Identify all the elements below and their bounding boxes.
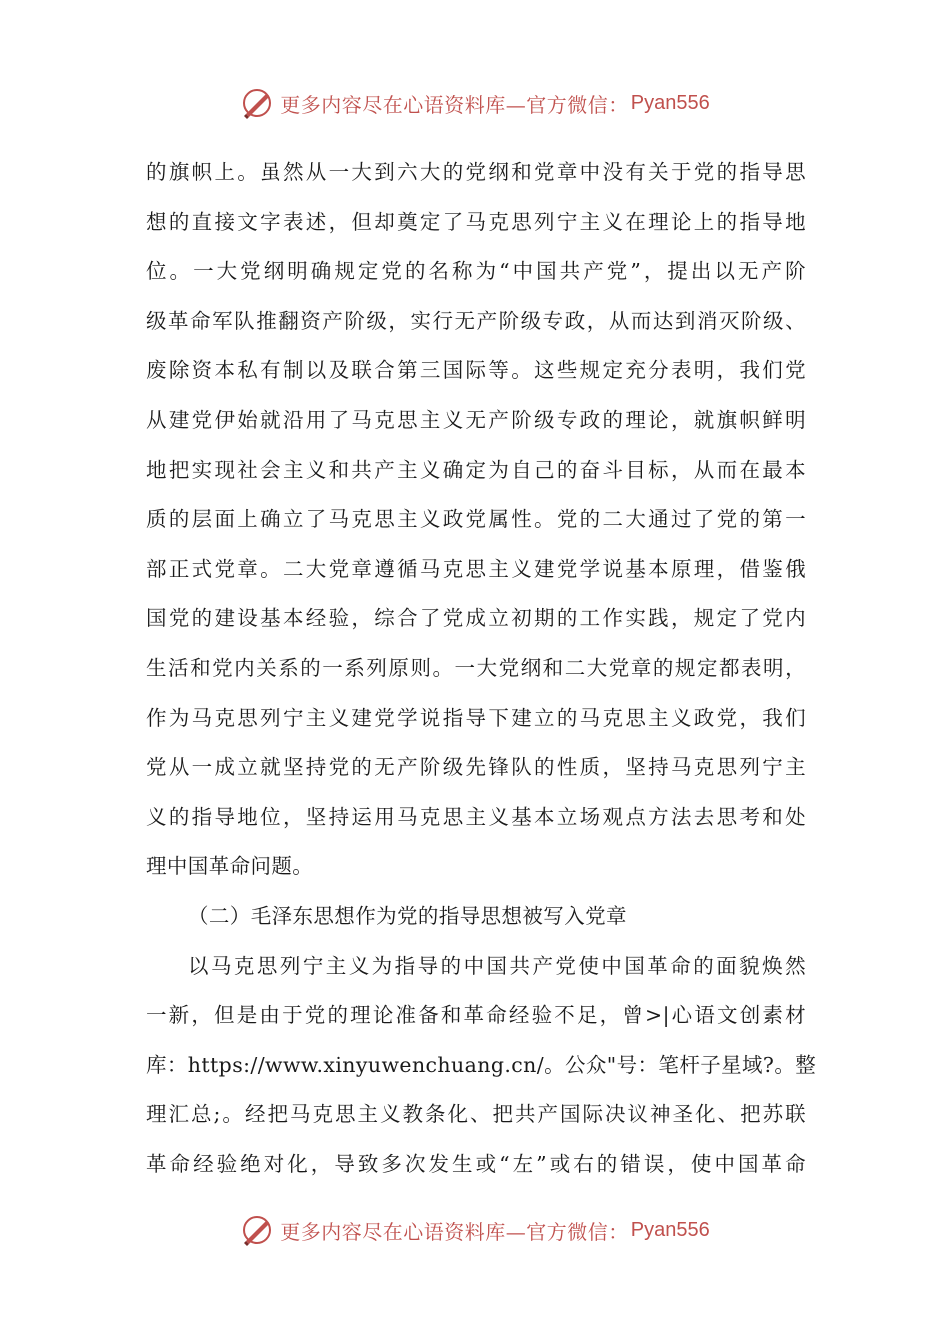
body-line: 党从一成立就坚持党的无产阶级先锋队的性质，坚持马克思列宁主 <box>146 755 806 780</box>
body-line: 理中国革命问题。 <box>146 854 314 879</box>
document-body <box>146 148 817 1189</box>
body-line: 质的层面上确立了马克思主义政党属性。党的二大通过了党的第一 <box>146 507 806 532</box>
body-line: 想的直接文字表述，但却奠定了马克思列宁主义在理论上的指导地 <box>146 209 806 234</box>
body-line: 生活和党内关系的一系列原则。一大党纲和二大党章的规定都表明， <box>146 655 806 680</box>
banner-wechat-id: Pyan556 <box>630 91 710 114</box>
body-line: 以马克思列宁主义为指导的中国共产党使中国革命的面貌焕然 <box>188 953 806 978</box>
body-line: 库：https://www.xinyuwenchuang.cn/。公众"号：笔杆子星域?。整 <box>146 1052 817 1077</box>
body-line: 理汇总;。经把马克思主义教条化、把共产国际决议神圣化、把苏联 <box>146 1102 806 1127</box>
body-line: 革命经验绝对化，导致多次发生或“左”或右的错误，使中国革命 <box>146 1151 806 1176</box>
body-line: 位。一大党纲明确规定党的名称为“中国共产党”，提出以无产阶 <box>146 259 806 284</box>
banner-text: 更多内容尽在心语资料库—官方微信： <box>280 92 629 117</box>
footer-banner <box>0 1210 950 1250</box>
body-line: 从建党伊始就沿用了马克思主义无产阶级专政的理论，就旗帜鲜明 <box>146 407 806 432</box>
body-line: 废除资本私有制以及联合第三国际等。这些规定充分表明，我们党 <box>146 358 806 383</box>
body-line: 作为马克思列宁主义建党学说指导下建立的马克思主义政党，我们 <box>146 705 806 730</box>
banner-wechat-id: Pyan556 <box>630 1218 710 1241</box>
body-line: 级革命军队推翻资产阶级，实行无产阶级专政，从而达到消灭阶级、 <box>146 308 806 333</box>
body-line: 一新，但是由于党的理论准备和革命经验不足，曾>|心语文创素材 <box>146 1003 806 1028</box>
section-heading: （二）毛泽东思想作为党的指导思想被写入党章 <box>188 903 627 928</box>
header-banner <box>0 83 950 123</box>
body-line: 的旗帜上。虽然从一大到六大的党纲和党章中没有关于党的指导思 <box>146 160 806 184</box>
pen-logo-icon <box>240 86 274 120</box>
banner-text: 更多内容尽在心语资料库—官方微信： <box>280 1219 629 1244</box>
body-line: 义的指导地位，坚持运用马克思主义基本立场观点方法去思考和处 <box>146 804 806 829</box>
pen-logo-icon <box>240 1213 274 1247</box>
body-line: 部正式党章。二大党章遵循马克思主义建党学说基本原理，借鉴俄 <box>146 556 806 581</box>
body-line: 国党的建设基本经验，综合了党成立初期的工作实践，规定了党内 <box>146 606 806 631</box>
body-line: 地把实现社会主义和共产主义确定为自己的奋斗目标，从而在最本 <box>146 457 806 482</box>
